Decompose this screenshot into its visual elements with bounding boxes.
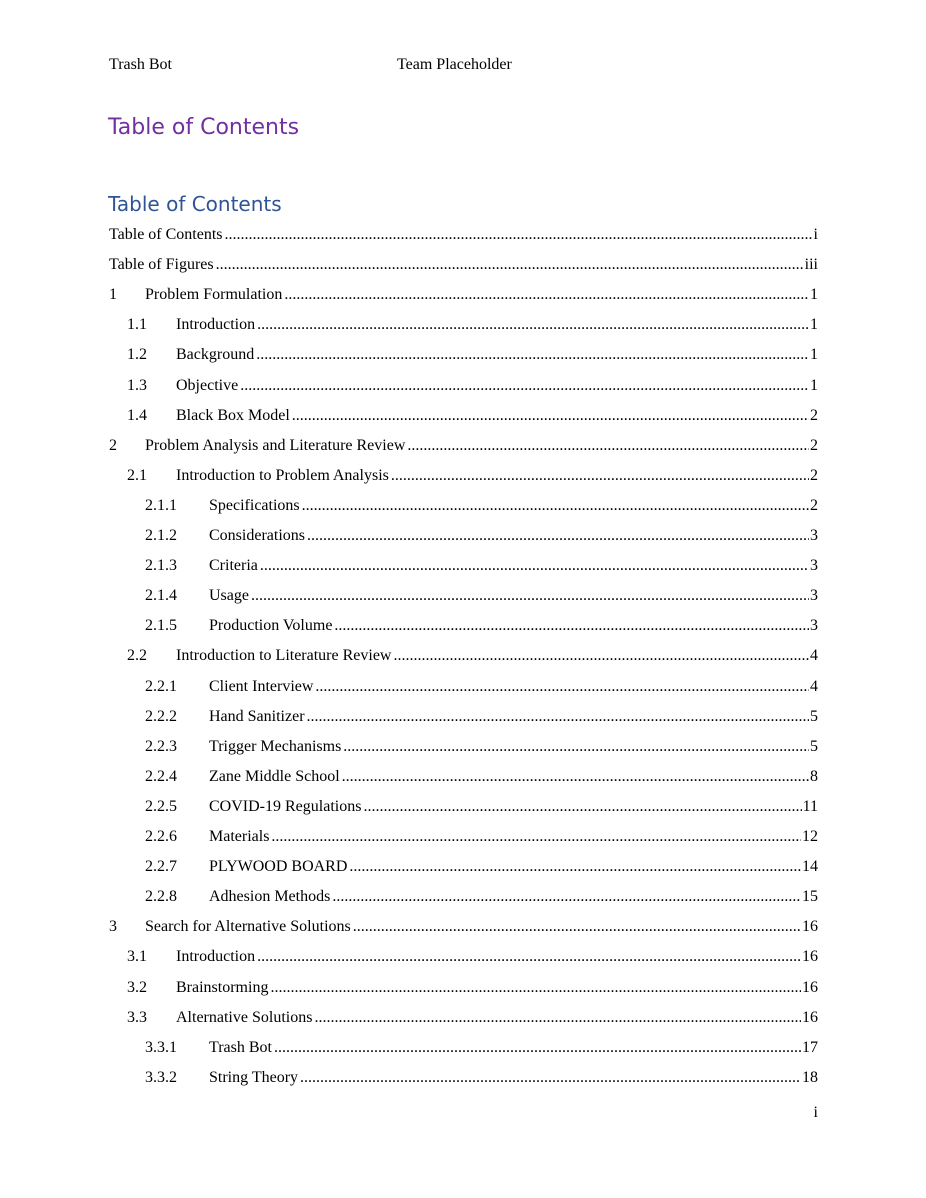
toc-entry[interactable] bbox=[0, 765, 818, 789]
toc-entry-title: Brainstorming bbox=[176, 978, 269, 996]
toc-entry-page: 2 bbox=[810, 406, 818, 424]
toc-leader-dots bbox=[391, 464, 809, 488]
toc-leader-dots bbox=[251, 584, 809, 608]
toc-leader-dots bbox=[292, 404, 809, 428]
toc-entry-number: 2.1.3 bbox=[145, 557, 177, 575]
toc-entry-page: 3 bbox=[810, 617, 818, 635]
toc-entry-title: PLYWOOD BOARD bbox=[209, 858, 348, 876]
toc-entry-number: 1.4 bbox=[127, 406, 147, 424]
toc-entry[interactable] bbox=[0, 223, 818, 247]
toc-entry-number: 2.1.1 bbox=[145, 496, 177, 514]
page-number: i bbox=[813, 1104, 818, 1121]
toc-entry-page: 4 bbox=[810, 647, 818, 665]
toc-leader-dots bbox=[260, 554, 809, 578]
toc-leader-dots bbox=[240, 374, 809, 398]
toc-entry-page: 3 bbox=[810, 527, 818, 544]
toc-entry[interactable] bbox=[0, 915, 818, 939]
toc-entry[interactable] bbox=[0, 434, 818, 458]
toc-entry-title: Background bbox=[176, 346, 255, 364]
page-header-center: Team Placeholder bbox=[397, 56, 512, 73]
toc-entry[interactable] bbox=[0, 374, 818, 398]
toc-entry-number: 1.3 bbox=[127, 376, 147, 394]
toc-leader-dots bbox=[307, 524, 809, 548]
toc-leader-dots bbox=[271, 825, 801, 849]
toc-entry-number: 2.2.5 bbox=[145, 797, 177, 815]
toc-entry[interactable] bbox=[0, 644, 818, 668]
toc-entry[interactable] bbox=[0, 1066, 818, 1090]
toc-entry[interactable] bbox=[0, 464, 818, 488]
toc-entry-title: Usage bbox=[209, 587, 249, 605]
toc-entry-number: 2.2.7 bbox=[145, 858, 177, 876]
toc-entry-page: 8 bbox=[810, 767, 818, 785]
toc-leader-dots bbox=[307, 705, 809, 729]
toc-entry-title: Hand Sanitizer bbox=[209, 707, 305, 725]
toc-leader-dots bbox=[225, 223, 813, 247]
toc-leader-dots bbox=[314, 1006, 801, 1030]
toc-entry[interactable] bbox=[0, 343, 818, 367]
toc-entry-number: 3.1 bbox=[127, 948, 147, 966]
toc-entry-title: Adhesion Methods bbox=[209, 888, 331, 906]
toc-entry-title: Introduction to Literature Review bbox=[176, 647, 392, 665]
toc-entry-page: 12 bbox=[802, 828, 818, 845]
toc-entry[interactable] bbox=[0, 1036, 818, 1060]
toc-entry-title: Table of Contents bbox=[109, 226, 223, 243]
toc-entry-number: 3.3.2 bbox=[145, 1068, 177, 1086]
toc-entry-page: 5 bbox=[810, 707, 818, 725]
toc-entry-number: 2.1.5 bbox=[145, 617, 177, 635]
toc-entry-page: 16 bbox=[802, 948, 818, 966]
toc-leader-dots bbox=[407, 434, 809, 458]
toc-entry-title: Production Volume bbox=[209, 617, 333, 635]
toc-entry[interactable] bbox=[0, 494, 818, 518]
toc-entry[interactable] bbox=[0, 554, 818, 578]
toc-entry[interactable] bbox=[0, 795, 818, 819]
toc-entry-title: Introduction to Problem Analysis bbox=[176, 466, 389, 484]
toc-entry-number: 2.1 bbox=[127, 466, 147, 484]
toc-entry-page: 5 bbox=[810, 737, 818, 755]
toc-entry[interactable] bbox=[0, 945, 818, 969]
toc-entry-title: Materials bbox=[209, 828, 270, 845]
toc-leader-dots bbox=[349, 855, 801, 879]
toc-entry-number: 2.2 bbox=[127, 647, 147, 665]
toc-entry-page: 14 bbox=[802, 858, 818, 876]
toc-entry-title: Specifications bbox=[209, 496, 300, 514]
toc-entry[interactable] bbox=[0, 313, 818, 337]
toc-entry-page: 3 bbox=[810, 587, 818, 605]
toc-leader-dots bbox=[315, 675, 809, 699]
toc-entry-page: iii bbox=[804, 256, 818, 274]
toc-entry-page: 17 bbox=[802, 1038, 818, 1056]
toc-entry-number: 1.1 bbox=[127, 316, 147, 334]
toc-entry[interactable] bbox=[0, 855, 818, 879]
toc-leader-dots bbox=[332, 885, 801, 909]
toc-entry-page: 1 bbox=[810, 376, 818, 394]
toc-entry[interactable] bbox=[0, 825, 818, 849]
toc-entry-page: 18 bbox=[802, 1068, 818, 1086]
toc-entry-title: String Theory bbox=[209, 1068, 299, 1086]
toc-leader-dots bbox=[343, 735, 809, 759]
toc-entry-page: 16 bbox=[802, 978, 818, 996]
toc-leader-dots bbox=[302, 494, 809, 518]
toc-leader-dots bbox=[393, 644, 809, 668]
toc-leader-dots bbox=[284, 283, 809, 307]
toc-entry[interactable] bbox=[0, 283, 818, 307]
toc-entry-title: Trash Bot bbox=[209, 1038, 272, 1056]
toc-entry-number: 1.2 bbox=[127, 346, 147, 364]
toc-entry-number: 2.2.6 bbox=[145, 828, 177, 845]
toc-leader-dots bbox=[342, 765, 809, 789]
toc-entry-title: Table of Figures bbox=[109, 256, 214, 274]
toc-entry[interactable] bbox=[0, 614, 818, 638]
toc-entry-title: Problem Formulation bbox=[145, 286, 283, 304]
toc-entry-page: 16 bbox=[802, 918, 818, 936]
toc-entry-page: 15 bbox=[802, 888, 818, 906]
toc-entry-number: 3.2 bbox=[127, 978, 147, 996]
toc-entry-title: Client Interview bbox=[209, 677, 314, 695]
toc-entry-title: Introduction bbox=[176, 948, 256, 966]
toc-entry-page: 2 bbox=[810, 466, 818, 484]
toc-entry-number: 2.2.8 bbox=[145, 888, 177, 906]
toc-entry-page: 4 bbox=[810, 677, 818, 695]
toc-entry-page: 1 bbox=[810, 346, 818, 364]
toc-entry-title: Search for Alternative Solutions bbox=[145, 918, 351, 936]
toc-entry-title: Introduction bbox=[176, 316, 256, 334]
toc-entry-number: 2.1.2 bbox=[145, 527, 177, 544]
toc-entry-number: 3.3.1 bbox=[145, 1038, 177, 1056]
toc-entry[interactable] bbox=[0, 675, 818, 699]
toc-entry-page: 2 bbox=[810, 436, 818, 454]
toc-heading: Table of Contents bbox=[108, 192, 282, 216]
toc-leader-dots bbox=[363, 795, 801, 819]
toc-entry[interactable] bbox=[0, 885, 818, 909]
toc-entry[interactable] bbox=[0, 735, 818, 759]
toc-leader-dots bbox=[334, 614, 809, 638]
toc-entry[interactable] bbox=[0, 404, 818, 428]
toc-entry-title: Criteria bbox=[209, 557, 258, 575]
toc-entry-number: 2 bbox=[109, 436, 117, 454]
toc-entry-number: 2.2.4 bbox=[145, 767, 177, 785]
toc-entry-title: Objective bbox=[176, 376, 239, 394]
toc-entry-number: 3.3 bbox=[127, 1008, 147, 1026]
toc-entry-title: Black Box Model bbox=[176, 406, 290, 424]
document-title: Table of Contents bbox=[108, 115, 300, 140]
toc-entry[interactable] bbox=[0, 976, 818, 1000]
toc-entry-number: 1 bbox=[109, 286, 117, 304]
toc-leader-dots bbox=[270, 976, 801, 1000]
toc-entry-number: 2.2.3 bbox=[145, 737, 177, 755]
toc-entry-title: Trigger Mechanisms bbox=[209, 737, 342, 755]
toc-entry-page: 11 bbox=[802, 797, 818, 815]
page-header-left: Trash Bot bbox=[109, 56, 172, 73]
toc-entry-number: 2.2.1 bbox=[145, 677, 177, 695]
toc-entry-page: 1 bbox=[810, 286, 818, 304]
toc-entry-page: 2 bbox=[810, 496, 818, 514]
toc-entry-page: i bbox=[813, 226, 818, 243]
toc-leader-dots bbox=[256, 343, 809, 367]
toc-entry-page: 16 bbox=[802, 1008, 818, 1026]
toc-entry-number: 2.1.4 bbox=[145, 587, 177, 605]
toc-entry[interactable] bbox=[0, 524, 818, 548]
toc-leader-dots bbox=[353, 915, 801, 939]
toc-entry-title: Problem Analysis and Literature Review bbox=[145, 436, 406, 454]
toc-entry[interactable] bbox=[0, 584, 818, 608]
toc-entry-number: 3 bbox=[109, 918, 117, 936]
toc-entry-title: Zane Middle School bbox=[209, 767, 340, 785]
toc-entry-title: Considerations bbox=[209, 527, 305, 544]
toc-entry-title: COVID-19 Regulations bbox=[209, 797, 362, 815]
toc-entry-page: 3 bbox=[810, 557, 818, 575]
toc-entry-number: 2.2.2 bbox=[145, 707, 177, 725]
toc-leader-dots bbox=[257, 945, 801, 969]
toc-leader-dots bbox=[257, 313, 809, 337]
toc-entry[interactable] bbox=[0, 1006, 818, 1030]
toc-entry[interactable] bbox=[0, 705, 818, 729]
toc-leader-dots bbox=[274, 1036, 801, 1060]
toc-entry-page: 1 bbox=[810, 316, 818, 334]
toc-leader-dots bbox=[216, 253, 804, 277]
toc-entry[interactable] bbox=[0, 253, 818, 277]
toc-leader-dots bbox=[300, 1066, 801, 1090]
toc-entry-title: Alternative Solutions bbox=[176, 1008, 313, 1026]
